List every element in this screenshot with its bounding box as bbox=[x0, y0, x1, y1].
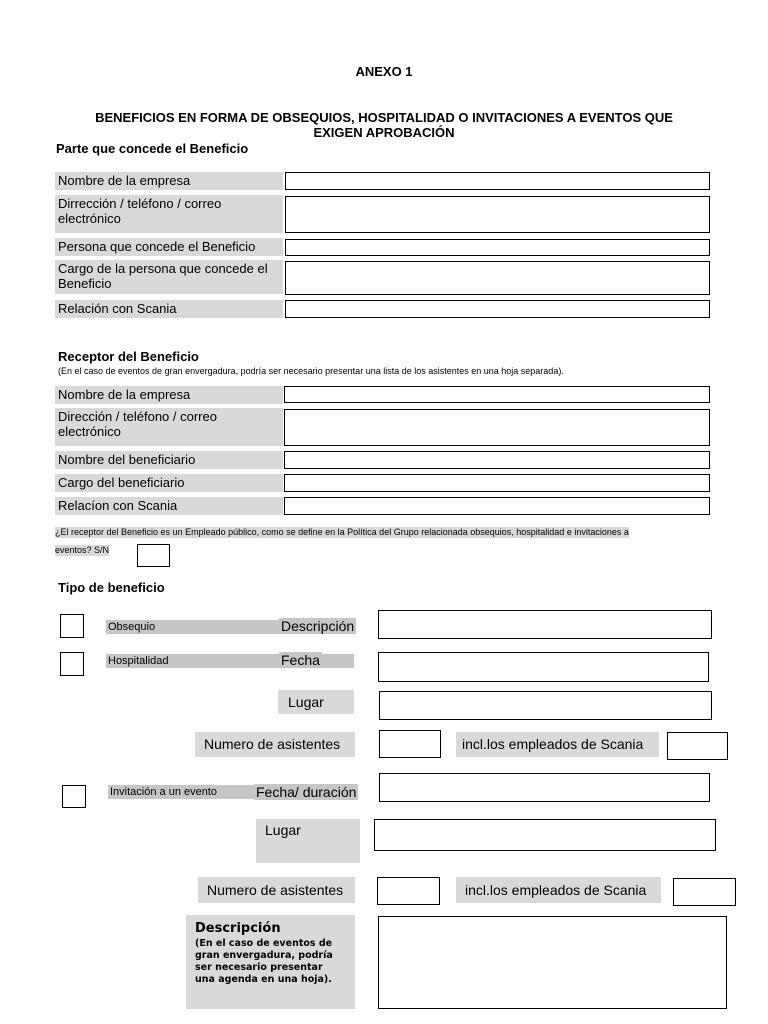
hospitality-label: Hospitalidad bbox=[108, 655, 169, 667]
grantor-position-label-line2: Beneficio bbox=[58, 276, 112, 291]
grantor-position-label-line1: Cargo de la persona que concede el bbox=[58, 261, 268, 276]
benefit-type-heading: Tipo de beneficio bbox=[58, 580, 165, 595]
annex-label: ANEXO 1 bbox=[355, 64, 413, 79]
form-title-line1: BENEFICIOS EN FORMA DE OBSEQUIOS, HOSPITALIDAD O INVITACIONES A EVENTOS QUE bbox=[95, 110, 673, 125]
invitation-place-label: Lugar bbox=[256, 819, 360, 863]
invitation-checkbox[interactable] bbox=[62, 785, 86, 808]
grantor-relation-field[interactable] bbox=[285, 300, 710, 318]
receiver-address-label bbox=[55, 408, 283, 446]
receiver-name-field[interactable] bbox=[284, 451, 710, 469]
receiver-note: (En el caso de eventos de gran envergadura, podría ser necesario presentar una lista de los asistentes en una hoja separada). bbox=[58, 366, 564, 376]
public-employee-question-line2: eventos? S/N bbox=[55, 545, 110, 555]
invitation-place-field[interactable] bbox=[374, 819, 716, 851]
receiver-address-label-line1: Dirección / teléfono / correo bbox=[58, 409, 217, 424]
grantor-address-label-line2: electrónico bbox=[58, 211, 121, 226]
grantor-person-field[interactable] bbox=[285, 239, 710, 256]
receiver-heading: Receptor del Beneficio bbox=[58, 349, 199, 364]
grantor-relation-label: Relación con Scania bbox=[55, 300, 283, 318]
receiver-relation-label: Relacíon con Scania bbox=[55, 497, 283, 515]
invitation-attendees-field[interactable] bbox=[377, 877, 440, 905]
hospitality-incl-scania-label: incl.los empleados de Scania bbox=[456, 732, 659, 757]
form-title-line2: EXIGEN APROBACIÓN bbox=[313, 125, 455, 140]
public-employee-question-line1: ¿El receptor del Beneficio es un Empleado público, como se define en la Política del Grupo relacionada obsequios, hospitalidad e invitaciones a bbox=[55, 527, 629, 537]
grantor-address-field[interactable] bbox=[285, 196, 710, 233]
hospitality-attendees-field[interactable] bbox=[379, 730, 441, 758]
grantor-address-label-line1: Dirrección / teléfono / correo bbox=[58, 196, 222, 211]
description-title: Descripción bbox=[195, 921, 281, 936]
gift-checkbox[interactable] bbox=[60, 614, 84, 638]
receiver-company-field[interactable] bbox=[284, 386, 710, 403]
description-note-line3: ser necesario presentar bbox=[195, 962, 323, 973]
gift-description-field[interactable] bbox=[378, 610, 712, 639]
hospitality-checkbox[interactable] bbox=[60, 652, 84, 676]
hospitality-date-label: Fecha bbox=[281, 652, 320, 668]
invitation-incl-scania-label: incl.los empleados de Scania bbox=[456, 877, 661, 903]
gift-description-label: Descripción bbox=[281, 618, 355, 634]
hospitality-date-field[interactable] bbox=[378, 652, 709, 682]
grantor-heading: Parte que concede el Beneficio bbox=[56, 141, 249, 156]
public-employee-answer-field[interactable] bbox=[137, 544, 170, 567]
description-field[interactable] bbox=[378, 916, 727, 1009]
description-note-line4: una agenda en una hoja). bbox=[195, 974, 332, 985]
receiver-relation-field[interactable] bbox=[284, 497, 710, 515]
receiver-address-field[interactable] bbox=[284, 409, 710, 446]
grantor-company-field[interactable] bbox=[285, 172, 710, 190]
invitation-incl-scania-field[interactable] bbox=[673, 878, 736, 906]
description-note-line2: gran envergadura, podría bbox=[195, 950, 333, 961]
invitation-date-field[interactable] bbox=[379, 773, 710, 802]
receiver-position-label: Cargo del beneficiario bbox=[55, 474, 283, 492]
receiver-position-field[interactable] bbox=[284, 474, 710, 492]
invitation-date-duration-label: Fecha/ duración bbox=[256, 784, 357, 800]
hospitality-attendees-label: Numero de asistentes bbox=[195, 732, 355, 757]
receiver-name-label: Nombre del beneficiario bbox=[55, 451, 283, 469]
grantor-position-label bbox=[55, 260, 283, 294]
receiver-address-label-line2: electrónico bbox=[58, 424, 121, 439]
invitation-attendees-label: Numero de asistentes bbox=[198, 877, 355, 903]
invitation-label: Invitación a un evento bbox=[110, 786, 218, 798]
grantor-person-label: Persona que concede el Beneficio bbox=[55, 238, 283, 256]
grantor-company-label: Nombre de la empresa bbox=[55, 172, 283, 190]
hospitality-incl-scania-field[interactable] bbox=[667, 732, 728, 760]
grantor-position-field[interactable] bbox=[285, 261, 710, 295]
gift-label: Obsequio bbox=[108, 621, 156, 633]
description-label-box bbox=[186, 915, 355, 1009]
hospitality-place-label: Lugar bbox=[278, 690, 354, 714]
description-note-line1: (En el caso de eventos de bbox=[195, 938, 333, 949]
receiver-company-label: Nombre de la empresa bbox=[55, 386, 283, 404]
hospitality-place-field[interactable] bbox=[379, 691, 712, 720]
grantor-address-label bbox=[55, 195, 283, 233]
